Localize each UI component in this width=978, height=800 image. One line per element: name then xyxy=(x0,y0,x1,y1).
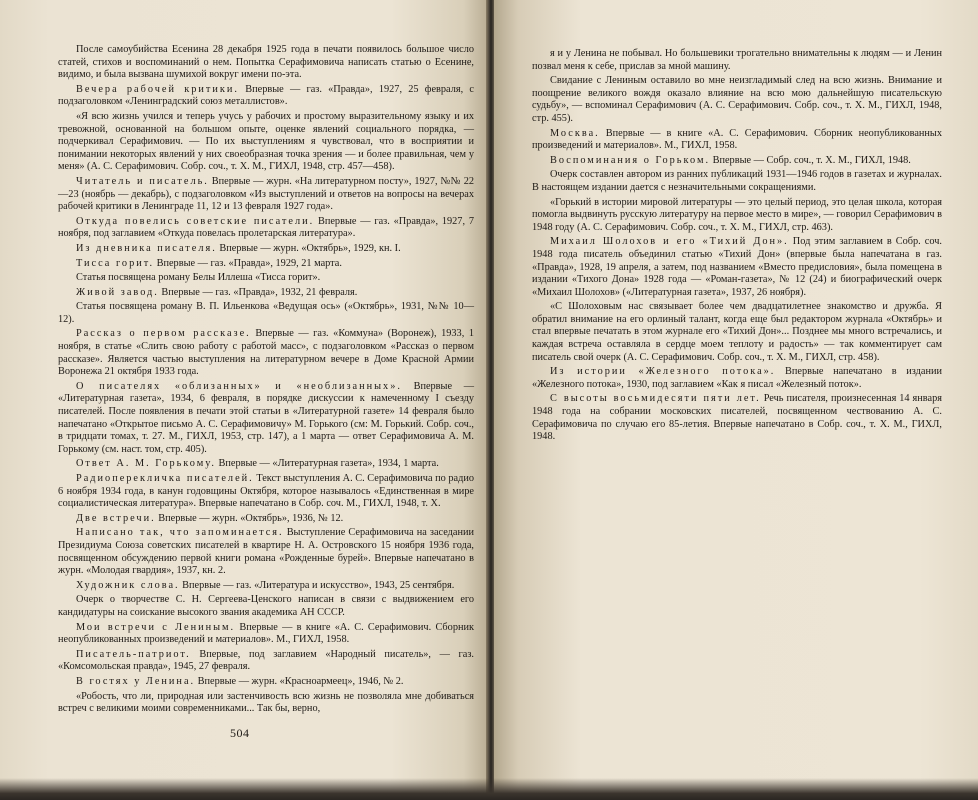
paragraph xyxy=(532,48,942,73)
left-column xyxy=(58,44,474,716)
paragraph-text: «Горький в истории мировой литературы — это целый период, это целая школа, которая помогла выдвинуть русскую литературу на первое место в мире», — говорил Серафимович в 1948 году (А. С. Серафимович. Собр. соч., т. Х. М., ГИХЛ, стр. 463). xyxy=(532,196,942,233)
right-page xyxy=(494,0,978,800)
paragraph-text: Очерк о творчестве С. Н. Сергеева-Ценского написан в связи с выдвижением его кандидатуры на соискание высокого звания академика АН СССР. xyxy=(58,594,474,618)
paragraph-text: «Я всю жизнь учился и теперь учусь у рабочих и простому выразительному языку и их тревожной, основанной на большом опыте, оценке явлений социального порядка, — подчеркивал Серафимович. — По их выступлениям я чувствовал, что в восприятии и понимании некоторых явлений у них своеобразная точка зрения — и более правильная, чем у меня» (А. С. Серафимович. Собр. соч., т. Х. М., ГИХЛ, 1948, стр. 457—458). xyxy=(58,110,474,173)
paragraph xyxy=(58,527,474,577)
paragraph xyxy=(532,155,942,168)
paragraph-text: Впервые напечатано в издании «Железного потока», 1930, под заглавием «Как я писал «Железный поток». xyxy=(532,366,942,390)
paragraph-text: Статья посвящена роману В. П. Ильенкова «Ведущая ось» («Октябрь», 1931, №№ 10—12). xyxy=(58,301,474,325)
paragraph xyxy=(58,272,474,285)
paragraph-text: Текст выступления А. С. Серафимовича по радио 6 ноября 1934 года, в канун годовщины Октября, которое называлось «Единственная в мире социалистическая литература». Впервые напечатано в Собр. соч. М., ГИХЛ, 1948, т. Х. xyxy=(58,473,475,510)
paragraph-text: Очерк составлен автором из ранних публикаций 1931—1946 годов в газетах и журналах. В настоящем издании дается с незначительными сокращениями. xyxy=(532,169,942,193)
paragraph-text: Впервые — газ. «Коммуна» (Воронеж), 1933, 1 ноября, в статье «Слить свою работу с работой масс», с подзаголовком «Рассказ о первом рассказе». Является частью выступления на литературном вечере в Доме Красной Армии Воронежа 21 октября 1933 года. xyxy=(58,328,474,378)
paragraph-text: Впервые — Собр. соч., т. Х. М., ГИХЛ, 1948. xyxy=(710,154,911,166)
entry-title: Живой завод. xyxy=(76,286,159,298)
page-number: 504 xyxy=(230,726,250,740)
paragraph xyxy=(58,301,474,326)
entry-title: Из истории «Железного потока». xyxy=(550,366,776,378)
entry-title: Вечера рабочей критики. xyxy=(76,83,239,95)
entry-title: Писатель-патриот. xyxy=(76,648,191,660)
paragraph-text: Впервые — журн. «Красноармеец», 1946, № 2. xyxy=(195,675,404,687)
paragraph xyxy=(532,236,942,299)
entry-title: С высоты восьмидесяти пяти лет. xyxy=(550,393,761,405)
paragraph xyxy=(58,473,474,511)
entry-title: Радиоперекличка писателей. xyxy=(76,473,254,484)
paragraph-text: Впервые — журн. «Октябрь», 1936, № 12. xyxy=(155,512,344,524)
entry-title: Воспоминания о Горьком. xyxy=(550,154,711,166)
paragraph xyxy=(58,691,474,716)
paragraph xyxy=(58,458,474,471)
paragraph xyxy=(532,301,942,364)
entry-title: О писателях «облизанных» и «необлизанных». xyxy=(76,380,402,392)
paragraph-text: «С Шолоховым нас связывает более чем двадцатилетнее знакомство и дружба. Я обратил внимание на его орлиный талант, когда еще был редактором журнала «Октябрь» и стал впервые печатать в этом журнале его «Тихий Дон»... Позднее мы много встречались, и каждая встреча оставляла в сердце моем теплоту и радость» — так комментирует сам писатель свой очерк (А. С. Серафимович. Собр. соч., т. Х. М., ГИХЛ, стр. 458). xyxy=(532,301,942,363)
paragraph xyxy=(532,366,942,391)
entry-title: Мои встречи с Лениным. xyxy=(76,621,236,633)
paragraph-text: После самоубийства Есенина 28 декабря 1925 года в печати появилось большое число статей, стихов и воспоминаний о нем. Попытка Серафимовича написать статью о Есенине, видимо, и была вызвана шумихой вокруг имени по-эта. xyxy=(58,44,474,81)
paragraph-text: Выступление Серафимовича на заседании Президиума Союза советских писателей в квартире Н. А. Островского 15 ноября 1936 года, посвященном обсуждению первой книги романа «Рожденные бурей». Впервые напечатано в журн. «Молодая гвардия», 1937, кн. 2. xyxy=(58,527,474,577)
entry-title: Откуда повелись советские писатели. xyxy=(76,215,315,227)
paragraph xyxy=(58,594,474,619)
left-page xyxy=(0,0,488,800)
paragraph xyxy=(532,197,942,235)
paragraph xyxy=(58,622,474,647)
paragraph xyxy=(58,513,474,526)
paragraph-text: Впервые — «Литературная газета», 1934, 1 марта. xyxy=(215,458,439,470)
paragraph-text: Впервые — «Литературная газета», 1934, 6 февраля, в порядке дискуссии к намеченному I съезду писателей. После появления в печати этой статьи в «Литературной газете» 14 февраля было напечатано «Открытое письмо А. С. Серафимовичу» М. Горького (см: М. Горький. Собр. соч., в тридцати томах, т. 27. М., ГИХЛ, 1953, стр. 147), а 1 марта — ответ Серафимовича А. М. Горькому (см. наст. том, стр. 405). xyxy=(58,380,474,455)
paragraph-text: Под этим заглавием в Собр. соч. 1948 года писатель объединил статью «Тихий Дон» (впервые была напечатана в газ. «Правда», 1928, 19 апреля, а затем, под названием «Вместо предисловия», была помещена в издании «Тихого Дона» 1928 года — «Роман-газета», № 12 (24) и биографический очерк «Михаил Шолохов» («Литературная газета», 1937, 26 ноября). xyxy=(532,236,942,298)
paragraph xyxy=(58,381,474,457)
paragraph-text: Свидание с Лениным оставило во мне неизгладимый след на всю жизнь. Внимание и поощрение великого вождя оказало влияние на всю мою дальнейшую писательскую судьбу», — вспоминал Серафимович (А. С. Серафимович. Собр. соч., т. Х. М., ГИХЛ, 1948, стр. 455). xyxy=(532,75,942,124)
paragraph-text: я и у Ленина не побывал. Но большевики трогательно внимательны к людям — и Ленин позвал меня к себе, прислав за мной машину. xyxy=(532,48,942,72)
entry-title: Две встречи. xyxy=(76,512,156,524)
paragraph xyxy=(58,649,474,674)
paragraph-text: Впервые — газ. «Литература и искусство», 1943, 25 сентября. xyxy=(179,579,455,591)
paragraph xyxy=(58,676,474,689)
paragraph-text: Впервые — газ. «Правда», 1929, 21 марта. xyxy=(154,257,342,269)
entry-title: Читатель и писатель. xyxy=(76,175,209,187)
paragraph-text: «Робость, что ли, природная или застенчивость всю жизнь не позволяла мне добиваться встреч с великими моими современниками... Так бы, верно, xyxy=(58,690,474,715)
entry-title: Москва. xyxy=(550,127,600,139)
paragraph xyxy=(58,216,474,241)
right-column xyxy=(532,48,942,444)
paragraph xyxy=(58,328,474,378)
paragraph xyxy=(532,75,942,125)
paragraph-text: Впервые — газ. «Правда», 1927, 25 февраля, с подзаголовком «Ленинградский союз металлистов». xyxy=(58,83,474,108)
paragraph xyxy=(58,176,474,214)
entry-title: Михаил Шолохов и его «Тихий Дон». xyxy=(550,236,789,248)
entry-title: Художник слова. xyxy=(76,579,180,591)
paragraph-text: Статья посвящена роману Белы Иллеша «Тисса горит». xyxy=(76,272,321,284)
paragraph xyxy=(58,243,474,256)
entry-title: Ответ А. М. Горькому. xyxy=(76,458,216,470)
entry-title: Тисса горит. xyxy=(76,257,155,269)
paragraph-text: Впервые — газ. «Правда», 1932, 21 февраля. xyxy=(158,286,358,298)
paragraph xyxy=(58,44,474,82)
paragraph xyxy=(58,580,474,593)
page-bottom-edge xyxy=(0,778,978,800)
paragraph xyxy=(58,111,474,174)
paragraph xyxy=(532,393,942,443)
paragraph-text: Впервые — журн. «Октябрь», 1929, кн. I. xyxy=(216,242,401,254)
paragraph-text: Речь писателя, произнесенная 14 января 1948 года на собрании московских писателей, посвященном чествованию А. С. Серафимовича по случаю его 85-летия. Впервые напечатано в Собр. соч., т. Х. М., ГИХЛ, 1948. xyxy=(532,393,942,443)
paragraph xyxy=(532,128,942,153)
paragraph xyxy=(58,258,474,271)
entry-title: В гостях у Ленина. xyxy=(76,675,196,687)
entry-title: Из дневника писателя. xyxy=(76,242,217,254)
paragraph xyxy=(58,287,474,300)
paragraph-text: Впервые — в книге «А. С. Серафимович. Сборник неопубликованных произведений и материалов». М., ГИХЛ, 1958. xyxy=(58,621,474,646)
paragraph-text: Впервые — газ. «Правда», 1927, 7 ноября, под заглавием «Откуда повелась пролетарская литература». xyxy=(58,215,474,240)
paragraph-text: Впервые — в книге «А. С. Серафимович. Сборник неопубликованных произведений и материалов». М., ГИХЛ, 1958. xyxy=(532,127,942,152)
entry-title: Рассказ о первом рассказе. xyxy=(76,328,251,340)
paragraph xyxy=(58,84,474,109)
entry-title: Написано так, что запоминается. xyxy=(76,527,284,539)
paragraph-text: Впервые — журн. «На литературном посту», 1927, №№ 22—23 (ноябрь — декабрь), с подзаголовком «Из выступлений и ответов на вопросы на вечерах рабочей критики в Ленинграде 11, 12 и 13 февраля 1927 года». xyxy=(58,175,475,213)
paragraph xyxy=(532,169,942,194)
paragraph-text: Впервые, под заглавием «Народный писатель», — газ. «Комсомольская правда», 1945, 27 февраля. xyxy=(58,648,474,673)
